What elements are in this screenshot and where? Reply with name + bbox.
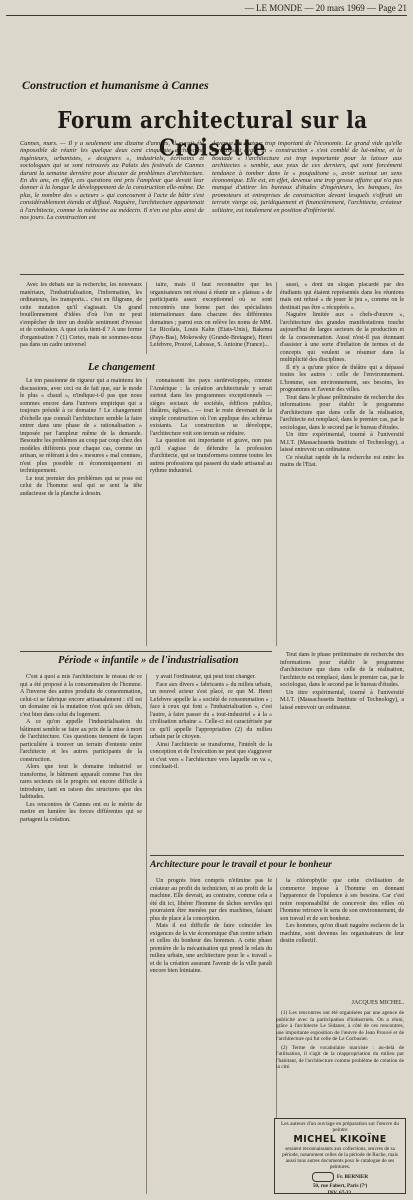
paragraph: Tout dans le phase préliminaire de recherche des informations pour établir le programme d'architecture que dans celle de la réalisation, l'architecte est remplacé, dans le premier cas, par le sociologue, dans le second par le bureau d'études. bbox=[280, 394, 404, 431]
ad-address bbox=[275, 1172, 405, 1182]
change-col-2 bbox=[150, 378, 272, 646]
subheading-periode: Période « infantile » de l'industrialisation bbox=[58, 655, 239, 666]
paragraph: la chlorophylle que cette civilisation de commerce impose à l'homme en donnant l'apparence de l'opulence à ses besoins. Car c'est notre responsabilité de concevoir des villes où l'homme retrouve le sens de son environnement, de son travail et de son bonheur. bbox=[280, 878, 404, 922]
paragraph: C'est à quoi a mis l'architecture le réseau de ce qui a été proposé à la consommation de l'homme. A l'inverse des autres produits de consommation, celui-ci se fabrique encore artisanalement : s'il est un domaine où la mutation n'est qu'à ses débuts, c'est bien dans celui du logement. bbox=[20, 674, 142, 718]
paragraph: aussi, « dont un slogan placardé par des étudiants qui étaient représentés dans les réunions mais ont refusé « de jouer le jeu », comme on le destinait pas être « récupérés ». bbox=[280, 282, 404, 311]
paragraph: Un titre expérimental, tourné à l'université M.I.T. (Massachusetts Institute of Technology), a laissé entrevoir un ordinateur. bbox=[280, 689, 404, 711]
paragraph: Face aux divers « fabricants » du milieu urbain, un nouvel acteur s'est placé, ce que M. Henri Lefebvre appelle la « société de consommation » ; face à ceux qui font « l'industrialisation », c'est l'autre, à faire passer du « tout-industriel » à la « civilisation urbaine ». Celle-ci est caractérisée par ce qu'il appelle l'appropriation (2) du milieu urbain par le citoyen. bbox=[150, 681, 272, 740]
paragraph: Ainsi l'architecte se transforme, l'intérêt de la conception et de l'exécution ne peut que s'aggraver et c'est vers « l'architecture vers laquelle on va », concluait-il. bbox=[150, 741, 272, 770]
stamp-icon bbox=[312, 1172, 334, 1182]
paragraph: Ce résultat rapide de la recherche est entre les mains de l'Etat. bbox=[280, 454, 404, 468]
travail-col-3 bbox=[280, 878, 404, 1000]
intro-col-2 bbox=[150, 282, 272, 354]
top-rule bbox=[6, 15, 407, 16]
intro-col-1 bbox=[20, 282, 142, 354]
masthead bbox=[6, 2, 407, 14]
travail-col-2 bbox=[150, 878, 272, 1194]
paragraph: connaissent les pays surdéveloppés, comme l'Amérique : la création architecturale y serait surtout dans les programmes exceptionnels — sièges sociaux de sociétés, édifices publics, théâtres, églises... — tout le reste devenant de la simple construction où l'on applique des schémas existants. La construction se développe, l'architecture voit son terrain se réduire. bbox=[150, 378, 272, 437]
paragraph: Tout dans le phase préliminaire de recherche des informations pour établir le programme d'architecture que dans celle de la réalisation, l'architecte est remplacé, dans le premier cas, par le sociologue, dans le second par le bureau d'études. bbox=[280, 652, 404, 688]
masthead-text: — LE MONDE — 20 mars 1969 — Page 21 bbox=[244, 3, 407, 13]
periode-col-2 bbox=[150, 674, 272, 850]
paragraph: Alors que tout le domaine industriel se transforme, le bâtiment apparaît comme l'un des rares secteurs où le progrès est encore difficile à introduire, tant en raison des structures que des habitudes. bbox=[20, 764, 142, 800]
periode-col-1 bbox=[20, 674, 142, 1194]
footnote: (2) Terme de vocabulaire marxiste : au-delà de l'utilisation, il s'agit de la réappropriation du milieu par l'habitant, de l'architecture comme problème de création de la cité. bbox=[276, 1044, 404, 1070]
section-rule bbox=[20, 651, 272, 652]
paragraph: Un titre expérimental, tourné à l'université M.I.T. (Massachusetts Institute of Technology), a laissé entrevoir un ordinateur. bbox=[280, 432, 404, 453]
column-rule bbox=[276, 282, 277, 646]
ad-address-name: Fr. BERNIER bbox=[336, 1173, 369, 1180]
ad-intro: Les auteurs d'un ouvrage en préparation sur l'œuvre du peintre bbox=[280, 1121, 400, 1134]
paragraph: Avec les débats sur la recherche, les nouveaux matériaux, l'industrialisation, l'information, les ordinateurs, les transports... c'est en filigrane, de cette mutation qu'il s'agissait. Un grand bouillonnement d'idées d'où l'on ne peut s'empêcher de tirer un double sentiment d'ivresse et de confusion. A quoi cela tient-il ? A une forme d'organisation ? (1) Certes, mais ne sommes-nous pas dans un cadre universel bbox=[20, 282, 142, 348]
article-kicker: Construction et humanisme à Cannes bbox=[22, 78, 209, 92]
paragraph: y avait l'ordinateur, qui peut tout changer. bbox=[156, 674, 256, 680]
paragraph: Il n'y a qu'une pièce de théâtre qui a dépassé toutes les autres : celle de l'environnement. L'homme, son environnement, ses besoins, les programmes et l'avenir des villes. bbox=[280, 364, 404, 393]
paragraph: Mais il est difficile de faire coïncider les exigences de la vie économique d'un centre urbain et celles du bonheur des hommes. A cette phase première de la mécanisation qui prend le relais du milieu urbain, une architecture pour le « travail » et de la création assurant l'avenir de la ville paraît encore bien lointaine. bbox=[150, 923, 272, 974]
column-rule bbox=[146, 378, 147, 646]
paragraph: Naguère limitée aux « chefs-d'œuvre », l'architecture des grandes manifestations touche aujourd'hui de larges secteurs de la production et de la consommation. Aussi n'est-il pas étonnant d'assister à une sorte d'inflation de termes et de concepts qui veulent se résumer dans la multiplicité des disciplines. bbox=[280, 312, 404, 363]
change-col-3-continued bbox=[280, 652, 404, 852]
paragraph: Les hommes, qu'on disait naguère esclaves de la machine, sont devenus les organisateurs de leur destin collectif. bbox=[280, 923, 404, 944]
footnote: (1) Les rencontres ont été organisées par une agence de publicité avec la participation d'industriels. On a réuni, grâce à l'architecte Le Sidaner, à côté de ces rencontres, une importante exposition de l'œuvre de Jean Prouvé et de l'architecture qui fut celle de Le Corbusier. bbox=[276, 1010, 404, 1042]
ad-body: seraient reconnaissants aux collections, œuvres de sa période, notamment celles de la période de Ruche, mais aussi tous autres documents pour le catalogue de ses peintures. bbox=[282, 1145, 398, 1171]
paragraph: A ce qu'on appelle l'industrialisation du bâtiment semble se faire au prix de la mise à mort de l'architecture. Ces questions tiennent de façon particulière à trouver un terrain d'entente entre l'architecte et les autres participants de la construction. bbox=[20, 719, 142, 763]
lede-left: Cannes, mars. — Il y a seulement une dizaine d'années, il aurait été impossible de réunir les quelque deux cent cinquante architectes, ingénieurs, urbanistes, « designers », industriels, écrivains et sociologues qui se sont retrouvés au Palais des festivals de Cannes durant la semaine dernière pour discuter de problèmes d'architecture. En dix ans, en effet, ces questions ont pris l'ampleur que devait leur donner à la longue le développement de la construction elle-même. De plus, le nombre des « acteurs » qui concourent à l'acte de bâtir s'est considérablement étendu et diffusé. Naguère, l'architecture appartenait à l'architecte, comme la médecine au médecin. Il n'en est plus ainsi de nos jours. La construction est bbox=[20, 140, 204, 222]
author-signature: JACQUES MICHEL. bbox=[351, 1000, 404, 1006]
paragraph: Les rencontres de Cannes ont eu le mérite de mettre en lumière les forces différentes qui se partagent la création. bbox=[20, 801, 142, 823]
subheading-travail: Architecture pour le travail et pour le bonheur bbox=[150, 860, 332, 870]
ad-artist-name: MICHEL KIKOÏNE bbox=[293, 1133, 387, 1145]
footnotes bbox=[276, 1010, 404, 1114]
ad-phone: INV. 67-33. bbox=[327, 1189, 353, 1194]
paragraph: Le tout premier des problèmes qui se pose est celui de l'homme seul qui se sent la tête audacieuse de la planche à dessin. bbox=[20, 475, 142, 497]
section-rule bbox=[20, 274, 404, 275]
change-col-1 bbox=[20, 378, 142, 646]
column-rule bbox=[146, 282, 147, 354]
paragraph: taire, mais il faut reconnaître que les organisateurs ont réussi à réunir un « plateau » de participants assez exceptionnel où se sont rencontrés une bonne part des spécialistes internationaux dans chacune des différentes domaines ; parmi eux on relève les noms de MM. Le Ricolais, Louis Kahn (Etats-Unis), Bakema (Pays-Bas), Mokowsky (Grande-Bretagne), Henri Lefebvre, Prouvé, Labosse, S. Antoine (France)... bbox=[150, 282, 272, 348]
paragraph: La question est importante et grave, non pas qu'il s'agisse de défendre la profession d'architecte, qui se transformera comme toutes les autres professions qui passent du stade artisanal au rythme industriel. bbox=[150, 438, 272, 474]
paragraph: Le ton passionné de rigueur qui a maintenu les discussions, avec ceci ou de fait que, sur le mode le plus « chaud », n'indique-t-il pas que nous sommes encore dans l'univers empirique qui a toujours présidé à ce domaine ? Le changement d'échelle que connaît l'architecture semble la faire entrer dans une phase de « rationalisation » imposée par l'ampleur même de la demande. Besoudre les problèmes au coup par coup chez des modèles différents pour chaque cas, comme un artisan, se référant à des « mesures » mal connues, n'est plus possible ni économiquement ni techniquement. bbox=[20, 378, 142, 474]
section-rule bbox=[150, 855, 404, 856]
paragraph: Un progrès bien compris n'élimine pas le créateur au profit du technicien, ni au profit de la machine. Elle devrait, au contraire, comme cela a été dit ici, libérer l'homme de tâches serviles qui pourraient être menées par des machines, faisant plus de place à la conception. bbox=[150, 878, 272, 922]
classified-ad bbox=[274, 1118, 406, 1194]
ad-address-line: 50, rue Fabert, Paris (7ᵉ) bbox=[312, 1182, 368, 1189]
subheading-changement: Le changement bbox=[88, 362, 155, 373]
lede-right: devenue un secteur trop important de l'économie. Le grand vide qu'elle connaissait avant la « construction » s'est comblé de lui-même, et la boutade « l'architecture est trop importante pour la laisser aux architectes » semble, aux yeux de ces derniers, qui sont forcément tendance à tomber dans le « poujadisme », avoir surtout un sens économique. Elle est, en effet, devenue une trop grosse affaire qui n'a pas manqué d'attirer les bureaux d'études d'ingénieurs, les banques, les promoteurs et entreprises de construction devant lesquels s'offrait un terrain vierge où, juridiquement et financièrement, l'architecte, créateur solitaire, est totalement en position d'infériorité. bbox=[212, 140, 402, 214]
column-rule bbox=[146, 674, 147, 1194]
intro-col-3 bbox=[280, 282, 404, 646]
article-headline: Forum architectural sur la Croisette bbox=[57, 106, 368, 162]
